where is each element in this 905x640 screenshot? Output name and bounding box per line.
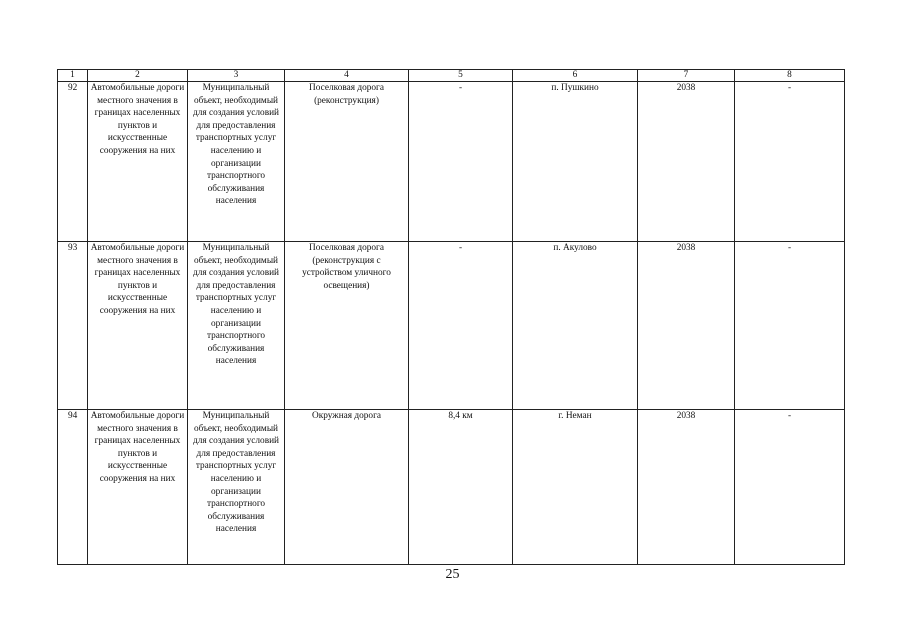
length-cell: - (409, 82, 513, 242)
year-cell: 2038 (638, 82, 735, 242)
note-cell: - (735, 82, 845, 242)
note-cell: - (735, 410, 845, 565)
header-cell: 2 (88, 70, 188, 82)
category-cell: Автомобильные дороги местного значения в границах населенных пунктов и искусственные сооружения на них (88, 410, 188, 565)
location-cell: п. Акулово (513, 242, 638, 410)
table-row (58, 82, 845, 242)
row-number-cell: 93 (58, 242, 88, 410)
header-cell: 6 (513, 70, 638, 82)
length-cell: - (409, 242, 513, 410)
table-row (58, 242, 845, 410)
status-cell: Муниципальный объект, необходимый для создания условий для предоставления транспортных услуг населению и организации транспортного обслуживания населения (188, 242, 285, 410)
length-cell: 8,4 км (409, 410, 513, 565)
year-cell: 2038 (638, 410, 735, 565)
row-number-cell: 94 (58, 410, 88, 565)
note-cell: - (735, 242, 845, 410)
location-cell: п. Пушкино (513, 82, 638, 242)
row-number-cell: 92 (58, 82, 88, 242)
header-cell: 3 (188, 70, 285, 82)
object-name-cell: Поселковая дорога (реконструкция с устройством уличного освещения) (285, 242, 409, 410)
header-cell: 1 (58, 70, 88, 82)
header-cell: 5 (409, 70, 513, 82)
header-row (58, 70, 845, 82)
location-cell: г. Неман (513, 410, 638, 565)
header-cell: 8 (735, 70, 845, 82)
page-number: 25 (445, 567, 460, 582)
object-name-cell: Окружная дорога (285, 410, 409, 565)
status-cell: Муниципальный объект, необходимый для создания условий для предоставления транспортных услуг населению и организации транспортного обслуживания населения (188, 82, 285, 242)
year-cell: 2038 (638, 242, 735, 410)
header-cell: 4 (285, 70, 409, 82)
objects-table (57, 69, 845, 565)
header-cell: 7 (638, 70, 735, 82)
category-cell: Автомобильные дороги местного значения в границах населенных пунктов и искусственные сооружения на них (88, 242, 188, 410)
category-cell: Автомобильные дороги местного значения в границах населенных пунктов и искусственные сооружения на них (88, 82, 188, 242)
object-name-cell: Поселковая дорога (реконструкция) (285, 82, 409, 242)
status-cell: Муниципальный объект, необходимый для создания условий для предоставления транспортных услуг населению и организации транспортного обслуживания населения (188, 410, 285, 565)
table-row (58, 410, 845, 565)
